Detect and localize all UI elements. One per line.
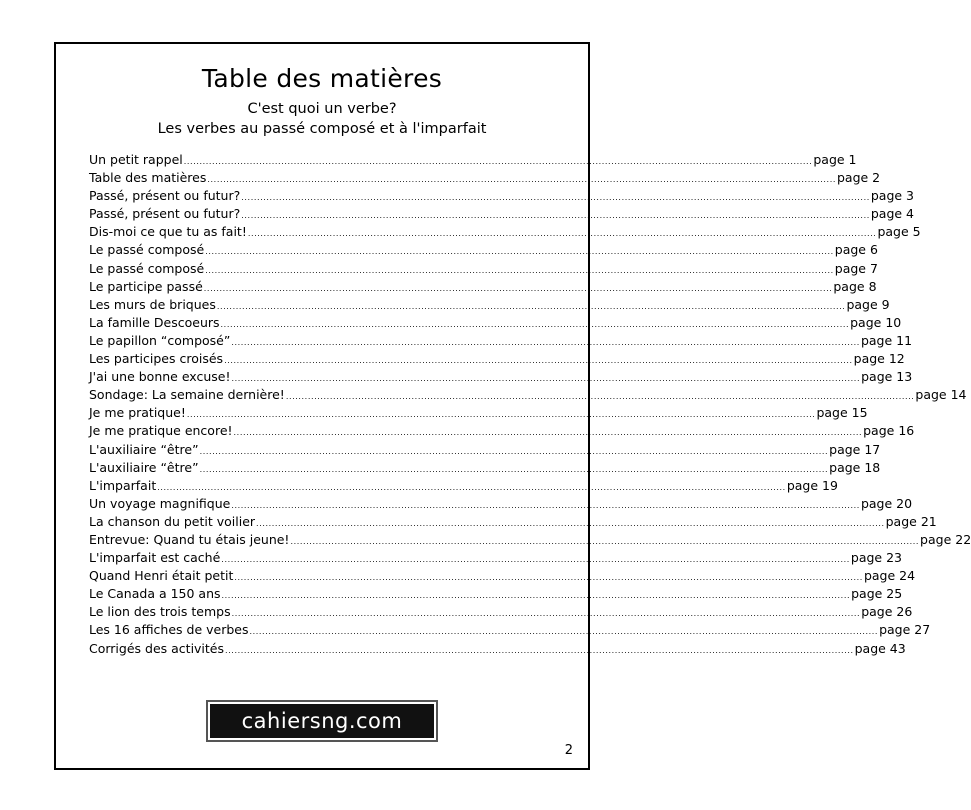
toc-dot-leader: ........................................................................................................................................................................................................ (203, 283, 833, 293)
toc-entry (89, 531, 971, 550)
page-frame (54, 42, 971, 770)
toc-entry (89, 550, 902, 568)
toc-entry-title: Corrigés des activités (89, 640, 225, 656)
toc-entry (89, 604, 913, 622)
toc-entry-title: Les murs de briques (89, 296, 216, 312)
toc-dot-leader: ........................................................................................................................................................................................................ (233, 428, 863, 438)
toc-entry-page: page 14 (915, 387, 967, 403)
toc-entry-title: Table des matières (89, 170, 207, 186)
toc-dot-leader: ........................................................................................................................................................................................................ (249, 627, 879, 637)
toc-entry (89, 513, 937, 532)
website-logo (206, 700, 438, 742)
toc-dot-leader: ........................................................................................................................................................................................................ (216, 301, 846, 311)
toc-entry-title: Passé, présent ou futur? (89, 188, 241, 204)
table-of-contents (89, 152, 971, 659)
toc-dot-leader: ........................................................................................................................................................................................................ (207, 175, 836, 185)
toc-entry-page: page 2 (836, 170, 881, 186)
toc-entry (89, 242, 878, 260)
toc-entry-title: L'auxiliaire “être” (89, 459, 199, 475)
toc-entry (89, 369, 913, 387)
toc-entry-page: page 26 (861, 604, 913, 620)
toc-entry (89, 568, 916, 586)
toc-entry-title: L'imparfait est caché (89, 550, 221, 566)
toc-entry (89, 188, 915, 206)
toc-entry-page: page 18 (829, 459, 881, 475)
toc-dot-leader: ........................................................................................................................................................................................................ (183, 157, 813, 166)
toc-entry (89, 622, 931, 640)
toc-entry-page: page 27 (879, 622, 931, 638)
toc-entry (89, 387, 967, 405)
toc-dot-leader: ........................................................................................................................................................................................................ (231, 500, 860, 510)
toc-entry-title: Le papillon “composé” (89, 332, 231, 348)
toc-entry-title: Dis-moi ce que tu as fait! (89, 224, 247, 240)
toc-entry-page: page 11 (860, 332, 913, 348)
toc-dot-leader: ........................................................................................................................................................................................................ (285, 392, 915, 402)
toc-entry-title: Le participe passé (89, 278, 203, 294)
toc-entry-page: page 15 (816, 405, 868, 421)
toc-dot-leader: ........................................................................................................................................................................................................ (247, 229, 877, 239)
toc-entry-page: page 25 (851, 586, 903, 602)
toc-entry (89, 296, 890, 315)
toc-entry-page: page 24 (863, 568, 916, 584)
toc-dot-leader: ........................................................................................................................................................................................................ (199, 446, 829, 456)
toc-entry-page: page 12 (853, 351, 905, 367)
toc-dot-leader: ........................................................................................................................................................................................................ (186, 410, 816, 420)
toc-entry-title: Le passé composé (89, 242, 205, 258)
toc-entry (89, 206, 915, 224)
toc-entry-page: page 21 (885, 513, 937, 529)
toc-entry (89, 640, 906, 659)
toc-entry-page: page 8 (833, 278, 877, 294)
toc-dot-leader: ........................................................................................................................................................................................................ (290, 536, 920, 546)
toc-entry-page: page 1 (813, 152, 857, 167)
toc-entry-title: Les 16 affiches de verbes (89, 622, 249, 638)
toc-entry-page: page 20 (860, 495, 913, 511)
toc-dot-leader: ........................................................................................................................................................................................................ (231, 337, 860, 347)
toc-dot-leader: ........................................................................................................................................................................................................ (231, 374, 861, 384)
toc-entry-page: page 23 (850, 550, 902, 566)
toc-entry-title: Je me pratique encore! (89, 423, 233, 439)
toc-entry (89, 332, 913, 351)
toc-entry-title: Je me pratique! (89, 405, 186, 421)
page-number: 2 (564, 743, 573, 758)
toc-entry-page: page 5 (877, 224, 921, 240)
toc-entry (89, 495, 913, 514)
toc-dot-leader: ........................................................................................................................................................................................................ (234, 573, 863, 583)
toc-entry-title: Un petit rappel (89, 152, 183, 167)
website-logo-text: cahiersng.com (241, 709, 403, 733)
toc-entry-title: Le passé composé (89, 260, 205, 276)
toc-dot-leader: ........................................................................................................................................................................................................ (220, 319, 850, 329)
toc-entry (89, 170, 881, 188)
toc-entry (89, 459, 881, 478)
toc-entry-title: L'auxiliaire “être” (89, 441, 199, 457)
toc-entry (89, 586, 903, 604)
toc-entry-title: Le lion des trois temps (89, 604, 231, 620)
toc-entry-title: Le Canada a 150 ans (89, 586, 221, 602)
toc-entry-title: La famille Descoeurs (89, 314, 220, 330)
toc-entry (89, 441, 881, 460)
toc-dot-leader: ........................................................................................................................................................................................................ (205, 247, 834, 257)
toc-entry (89, 405, 868, 423)
toc-entry (89, 477, 838, 496)
page-title: Table des matières (201, 64, 443, 93)
toc-entry-title: L'imparfait (89, 477, 157, 493)
toc-entry-title: Quand Henri était petit (89, 568, 234, 584)
toc-entry-title: Un voyage magnifique (89, 495, 231, 511)
toc-entry (89, 351, 905, 369)
subtitle-line-2: Les verbes au passé composé et à l'imparfait (157, 121, 487, 137)
toc-entry (89, 224, 921, 242)
toc-entry-title: Les participes croisés (89, 351, 224, 367)
toc-entry (89, 314, 902, 333)
toc-entry-page: page 19 (786, 477, 838, 493)
toc-dot-leader: ........................................................................................................................................................................................................ (224, 356, 853, 366)
toc-entry-title: J'ai une bonne excuse! (89, 369, 231, 385)
toc-entry-page: page 13 (861, 369, 913, 385)
toc-entry-page: page 43 (854, 640, 906, 656)
toc-dot-leader: ........................................................................................................................................................................................................ (221, 591, 851, 601)
toc-dot-leader: ........................................................................................................................................................................................................ (256, 518, 885, 528)
toc-dot-leader: ........................................................................................................................................................................................................ (205, 265, 834, 275)
toc-entry-title: Entrevue: Quand tu étais jeune! (89, 531, 290, 547)
toc-entry-page: page 17 (829, 441, 881, 457)
toc-entry-page: page 4 (870, 206, 915, 222)
toc-entry-page: page 22 (920, 531, 971, 547)
toc-entry (89, 152, 857, 170)
toc-entry-title: La chanson du petit voilier (89, 513, 256, 529)
toc-entry-page: page 3 (870, 188, 915, 204)
toc-entry (89, 260, 878, 279)
toc-entry (89, 278, 877, 297)
toc-entry-title: Passé, présent ou futur? (89, 206, 241, 222)
toc-entry-page: page 16 (863, 423, 915, 439)
toc-entry-page: page 7 (834, 260, 878, 276)
toc-dot-leader: ........................................................................................................................................................................................................ (199, 464, 829, 474)
toc-entry-page: page 10 (850, 314, 902, 330)
toc-dot-leader: ........................................................................................................................................................................................................ (225, 645, 854, 655)
toc-entry-page: page 6 (834, 242, 878, 258)
toc-dot-leader: ........................................................................................................................................................................................................ (157, 482, 786, 492)
toc-entry-page: page 9 (846, 296, 890, 312)
toc-dot-leader: ........................................................................................................................................................................................................ (241, 193, 870, 203)
toc-dot-leader: ........................................................................................................................................................................................................ (231, 609, 861, 619)
subtitle-line-1: C'est quoi un verbe? (247, 101, 397, 117)
toc-dot-leader: ........................................................................................................................................................................................................ (241, 211, 870, 221)
toc-entry (89, 423, 915, 441)
toc-entry-title: Sondage: La semaine dernière! (89, 387, 285, 403)
toc-dot-leader: ........................................................................................................................................................................................................ (221, 555, 850, 565)
